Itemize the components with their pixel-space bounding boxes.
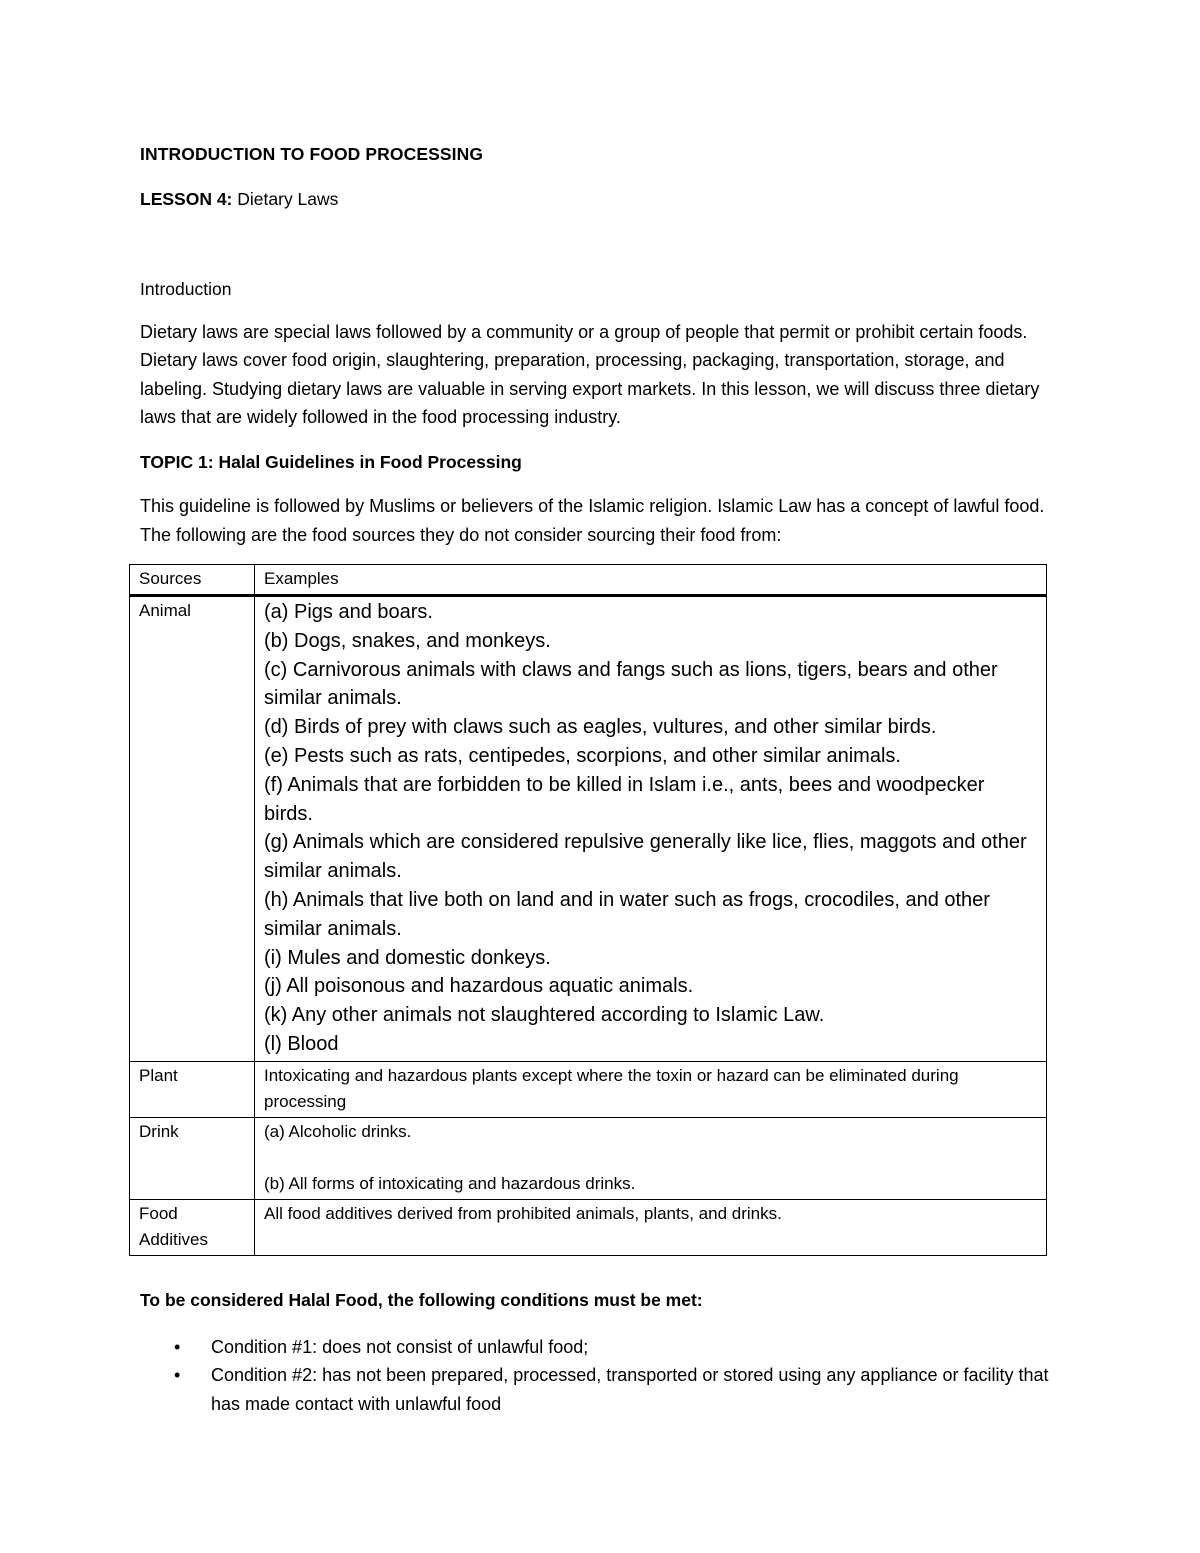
- table-row-additives: [130, 1199, 1047, 1255]
- table-row-plant: [130, 1061, 1047, 1117]
- header-sources: Sources: [130, 565, 255, 596]
- table-header-row: [130, 565, 1047, 596]
- list-item: (b) Dogs, snakes, and monkeys.: [264, 629, 551, 652]
- list-item: (i) Mules and domestic donkeys.: [264, 946, 551, 969]
- table-row-animal: [130, 596, 1047, 1062]
- list-item: (d) Birds of prey with claws such as eagles, vultures, and other similar birds.: [264, 716, 937, 739]
- animal-list: [264, 598, 1037, 1059]
- list-item: (j) All poisonous and hazardous aquatic animals.: [264, 975, 694, 998]
- condition-text: has not been prepared, processed, transported or stored using any appliance or facility that has made contact with unlawful food: [211, 1365, 1049, 1414]
- list-item: (k) Any other animals not slaughtered according to Islamic Law.: [264, 1004, 825, 1027]
- plant-label: Plant: [130, 1061, 255, 1117]
- condition-label: Condition #2:: [211, 1365, 318, 1385]
- animal-label: Animal: [130, 596, 255, 1062]
- bullet-icon: •: [174, 1336, 181, 1357]
- list-item: (a) Pigs and boars.: [264, 601, 433, 623]
- topic1-paragraph: This guideline is followed by Muslims or believers of the Islamic religion. Islamic Law has a concept of lawful food. The following are the food sources they do not consider sourcing their food from:: [140, 496, 1045, 545]
- list-item: (c) Carnivorous animals with claws and fangs such as lions, tigers, bears and other similar animals.: [264, 658, 998, 710]
- table-row-drink: [130, 1117, 1047, 1199]
- lesson-title: [140, 185, 1060, 214]
- list-item: (g) Animals which are considered repulsive generally like lice, flies, maggots and other similar animals.: [264, 831, 1027, 883]
- additives-text: All food additives derived from prohibited animals, plants, and drinks.: [255, 1199, 1047, 1255]
- plant-text: Intoxicating and hazardous plants except where the toxin or hazard can be eliminated during processing: [255, 1061, 1047, 1117]
- list-item: (h) Animals that live both on land and in water such as frogs, crocodiles, and other similar animals.: [264, 888, 990, 940]
- halal-heading: To be considered Halal Food, the following conditions must be met:: [140, 1290, 703, 1310]
- drink-label: Drink: [130, 1117, 255, 1199]
- list-item: [140, 1361, 1060, 1418]
- document-title: INTRODUCTION TO FOOD PROCESSING: [140, 144, 484, 164]
- intro-paragraph: Dietary laws are special laws followed by a community or a group of people that permit or prohibit certain foods. Dietary laws cover food origin, slaughtering, preparation, processing, packaging, transportation, storage, and labeling. Studying dietary laws are valuable in serving export markets. In this lesson, we will discuss three dietary laws that are widely followed in the food processing industry.: [140, 321, 1040, 427]
- condition-text: does not consist of unlawful food;: [317, 1336, 589, 1357]
- list-item: (f) Animals that are forbidden to be killed in Islam i.e., ants, bees and woodpecker birds.: [264, 773, 985, 825]
- halal-conditions-section: [140, 1286, 1060, 1418]
- bullet-icon: •: [174, 1365, 181, 1385]
- conditions-list: [140, 1333, 1060, 1419]
- lesson-label: LESSON 4:: [140, 188, 233, 209]
- intro-heading: Introduction: [140, 279, 232, 299]
- drink-item-b: (b) All forms of intoxicating and hazardous drinks.: [264, 1173, 636, 1193]
- list-item: (l) Blood: [264, 1032, 339, 1055]
- drink-item-a: (a) Alcoholic drinks.: [264, 1121, 412, 1141]
- header-examples: Examples: [255, 565, 1047, 596]
- list-item: (e) Pests such as rats, centipedes, scorpions, and other similar animals.: [264, 744, 901, 767]
- lesson-name: Dietary Laws: [237, 188, 339, 209]
- prohibited-sources-table: [129, 564, 1047, 1256]
- animal-examples: [255, 596, 1047, 1062]
- topic1-heading: TOPIC 1: Halal Guidelines in Food Processing: [140, 451, 522, 472]
- list-item: [140, 1333, 1060, 1362]
- condition-label: Condition #1:: [211, 1336, 318, 1357]
- drink-examples: [255, 1117, 1047, 1199]
- spacer: [264, 1145, 1037, 1171]
- document-page: [139, 140, 1060, 1414]
- additives-label: Food Additives: [130, 1199, 255, 1255]
